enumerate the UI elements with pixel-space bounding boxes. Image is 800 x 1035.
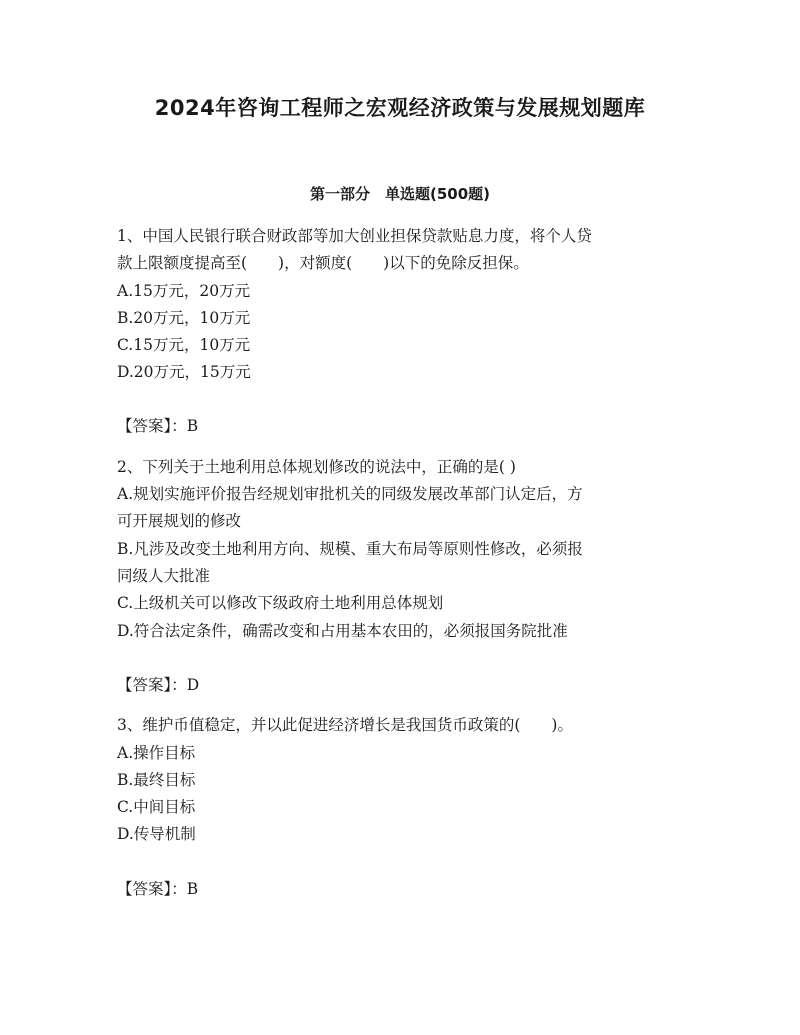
q3-answer: 【答案】：B <box>117 880 199 898</box>
q3-stem-line-1: 3、维护币值稳定，并以此促进经济增长是我国货币政策的( )。 <box>117 716 573 734</box>
q2-option-b-line-1: B.凡涉及改变土地利用方向、规模、重大布局等原则性修改，必须报 <box>117 540 583 558</box>
q3-option-b: B.最终目标 <box>117 771 196 789</box>
q3-option-c: C.中间目标 <box>117 798 196 816</box>
document-title: 2024年咨询工程师之宏观经济政策与发展规划题库 <box>154 96 646 120</box>
q2-option-a-line-2: 可开展规划的修改 <box>117 512 242 530</box>
q3-option-a: A.操作目标 <box>117 744 196 762</box>
q1-option-a: A.15万元，20万元 <box>117 282 251 300</box>
q1-stem-line-2: 款上限额度提高至( )，对额度( )以下的免除反担保。 <box>117 254 529 272</box>
q1-answer: 【答案】：B <box>117 417 199 435</box>
q2-option-b-line-2: 同级人大批准 <box>117 567 211 585</box>
q3-option-d: D.传导机制 <box>117 825 196 843</box>
q1-option-b: B.20万元，10万元 <box>117 309 251 327</box>
q2-option-c: C.上级机关可以修改下级政府土地利用总体规划 <box>117 594 444 612</box>
q1-stem-line-1: 1、中国人民银行联合财政部等加大创业担保贷款贴息力度，将个人贷 <box>117 227 592 245</box>
q2-answer: 【答案】：D <box>117 676 200 694</box>
q2-option-a-line-1: A.规划实施评价报告经规划审批机关的同级发展改革部门认定后，方 <box>117 485 583 503</box>
q1-option-c: C.15万元，10万元 <box>117 336 251 354</box>
section-heading: 第一部分 单选题(500题) <box>309 185 491 203</box>
q2-option-d: D.符合法定条件，确需改变和占用基本农田的，必须报国务院批准 <box>117 622 568 640</box>
q2-stem-line-1: 2、下列关于土地利用总体规划修改的说法中，正确的是( ) <box>117 458 516 476</box>
q1-option-d: D.20万元，15万元 <box>117 363 251 381</box>
